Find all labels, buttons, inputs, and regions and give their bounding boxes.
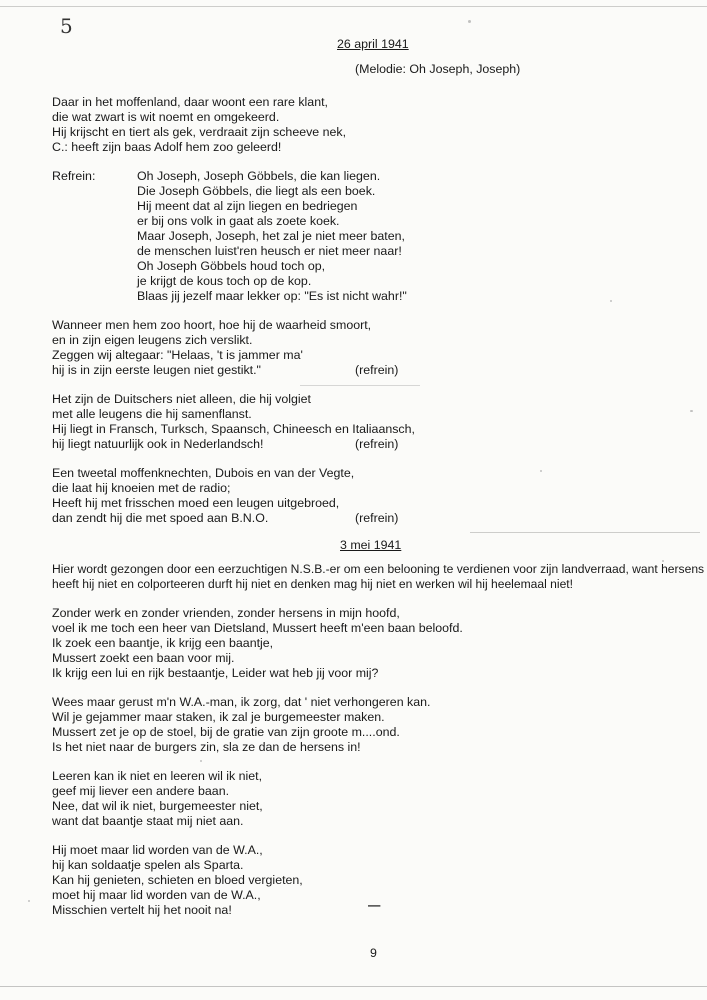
- verse-line: hij is in zijn eerste leugen niet gestikt.": [52, 363, 261, 377]
- scan-speck: [662, 560, 664, 562]
- verse-line: Mussert zoekt een baan voor mij.: [52, 651, 235, 665]
- verse-line: Een tweetal moffenknechten, Dubois en van der Vegte,: [52, 466, 355, 480]
- refrain-line: Blaas jij jezelf maar lekker op: "Es ist nicht wahr!": [137, 289, 407, 303]
- verse-line: Wil je gejammer maar staken, ik zal je burgemeester maken.: [52, 710, 385, 724]
- scan-speck: [610, 300, 612, 302]
- verse-line: die wat zwart is wit noemt en omgekeerd.: [52, 110, 280, 124]
- song2-date: 3 mei 1941: [340, 538, 402, 552]
- verse-line: Daar in het moffenland, daar woont een rare klant,: [52, 95, 328, 109]
- song1-melody: (Melodie: Oh Joseph, Joseph): [355, 62, 521, 76]
- verse-line: hij liegt natuurlijk ook in Nederlandsch!: [52, 437, 264, 451]
- verse-line: geef mij liever een andere baan.: [52, 784, 230, 798]
- refrain-line: Oh Joseph, Joseph Göbbels, die kan liegen.: [137, 169, 381, 183]
- verse-line: Mussert zet je op de stoel, bij de gratie van zijn groote m....ond.: [52, 725, 400, 739]
- verse-line: Wees maar gerust m'n W.A.-man, ik zorg, dat ' niet verhongeren kan.: [52, 695, 431, 709]
- end-mark: —: [368, 898, 381, 912]
- scan-speck: [28, 900, 30, 902]
- refrain-tag: (refrein): [355, 437, 399, 451]
- scan-streak: [470, 532, 700, 533]
- refrain-line: Maar Joseph, Joseph, het zal je niet meer baten,: [137, 229, 405, 243]
- refrain-line: Die Joseph Göbbels, die liegt als een boek.: [137, 184, 376, 198]
- intro-line: heeft hij niet en colporteeren durft hij niet en denken mag hij niet en werken wil hij heelemaal niet!: [52, 577, 574, 591]
- verse-line: Hij liegt in Fransch, Turksch, Spaansch, Chineesch en Italiaansch,: [52, 422, 415, 436]
- verse-line: want dat baantje staat mij niet aan.: [52, 814, 244, 828]
- scan-streak: [300, 385, 420, 386]
- scan-edge-top: [0, 6, 707, 7]
- verse-line: dan zendt hij die met spoed aan B.N.O.: [52, 511, 269, 525]
- refrain-line: de menschen luist'ren heusch er niet meer naar!: [137, 244, 402, 258]
- refrain-line: Oh Joseph Göbbels houd toch op,: [137, 259, 326, 273]
- verse-line: Heeft hij met frisschen moed een leugen uitgebroed,: [52, 496, 340, 510]
- intro-line: Hier wordt gezongen door een eerzuchtigen N.S.B.-er om een belooning te verdienen voor zijn landverraad, want hersens: [52, 562, 705, 576]
- refrain-tag: (refrein): [355, 363, 399, 377]
- refrain-tag: (refrein): [355, 511, 399, 525]
- refrain-line: Hij meent dat al zijn liegen en bedriegen: [137, 199, 358, 213]
- verse-line: Hij moet maar lid worden van de W.A.,: [52, 843, 263, 857]
- handwritten-page-mark: 5: [60, 14, 73, 38]
- verse-line: Misschien vertelt hij het nooit na!: [52, 903, 232, 917]
- verse-line: en in zijn eigen leugens zich verslikt.: [52, 333, 253, 347]
- verse-line: Nee, dat wil ik niet, burgemeester niet,: [52, 799, 263, 813]
- refrain-line: er bij ons volk in gaat als zoete koek.: [137, 214, 340, 228]
- scan-edge-bottom: [0, 986, 707, 987]
- verse-line: Zeggen wij altegaar: "Helaas, 't is jammer ma': [52, 348, 303, 362]
- refrain-label: Refrein:: [52, 169, 96, 183]
- refrain-line: je krijgt de kous toch op de kop.: [137, 274, 312, 288]
- verse-line: Kan hij genieten, schieten en bloed vergieten,: [52, 873, 303, 887]
- verse-line: C.: heeft zijn baas Adolf hem zoo geleerd!: [52, 140, 282, 154]
- verse-line: moet hij maar lid worden van de W.A.,: [52, 888, 261, 902]
- verse-line: Is het niet naar de burgers zin, sla ze dan de hersens in!: [52, 740, 361, 754]
- verse-line: Leeren kan ik niet en leeren wil ik niet,: [52, 769, 263, 783]
- page-number: 9: [370, 946, 377, 960]
- scan-speck: [468, 20, 471, 23]
- verse-line: hij kan soldaatje spelen als Sparta.: [52, 858, 244, 872]
- verse-line: Wanneer men hem zoo hoort, hoe hij de waarheid smoort,: [52, 318, 372, 332]
- verse-line: Ik zoek een baantje, ik krijg een baantje,: [52, 636, 274, 650]
- verse-line: die laat hij knoeien met de radio;: [52, 481, 231, 495]
- verse-line: Hij krijscht en tiert als gek, verdraait zijn scheeve nek,: [52, 125, 347, 139]
- scan-speck: [200, 760, 202, 762]
- scan-speck: [690, 410, 693, 412]
- song1-date: 26 april 1941: [337, 37, 409, 51]
- verse-line: Het zijn de Duitschers niet alleen, die hij volgiet: [52, 392, 311, 406]
- verse-line: Zonder werk en zonder vrienden, zonder hersens in mijn hoofd,: [52, 606, 400, 620]
- verse-line: Ik krijg een lui en rijk bestaantje, Leider wat heb jij voor mij?: [52, 666, 379, 680]
- scan-speck: [540, 470, 542, 472]
- verse-line: met alle leugens die hij samenflanst.: [52, 407, 252, 421]
- verse-line: voel ik me toch een heer van Dietsland, Mussert heeft m'een baan beloofd.: [52, 621, 463, 635]
